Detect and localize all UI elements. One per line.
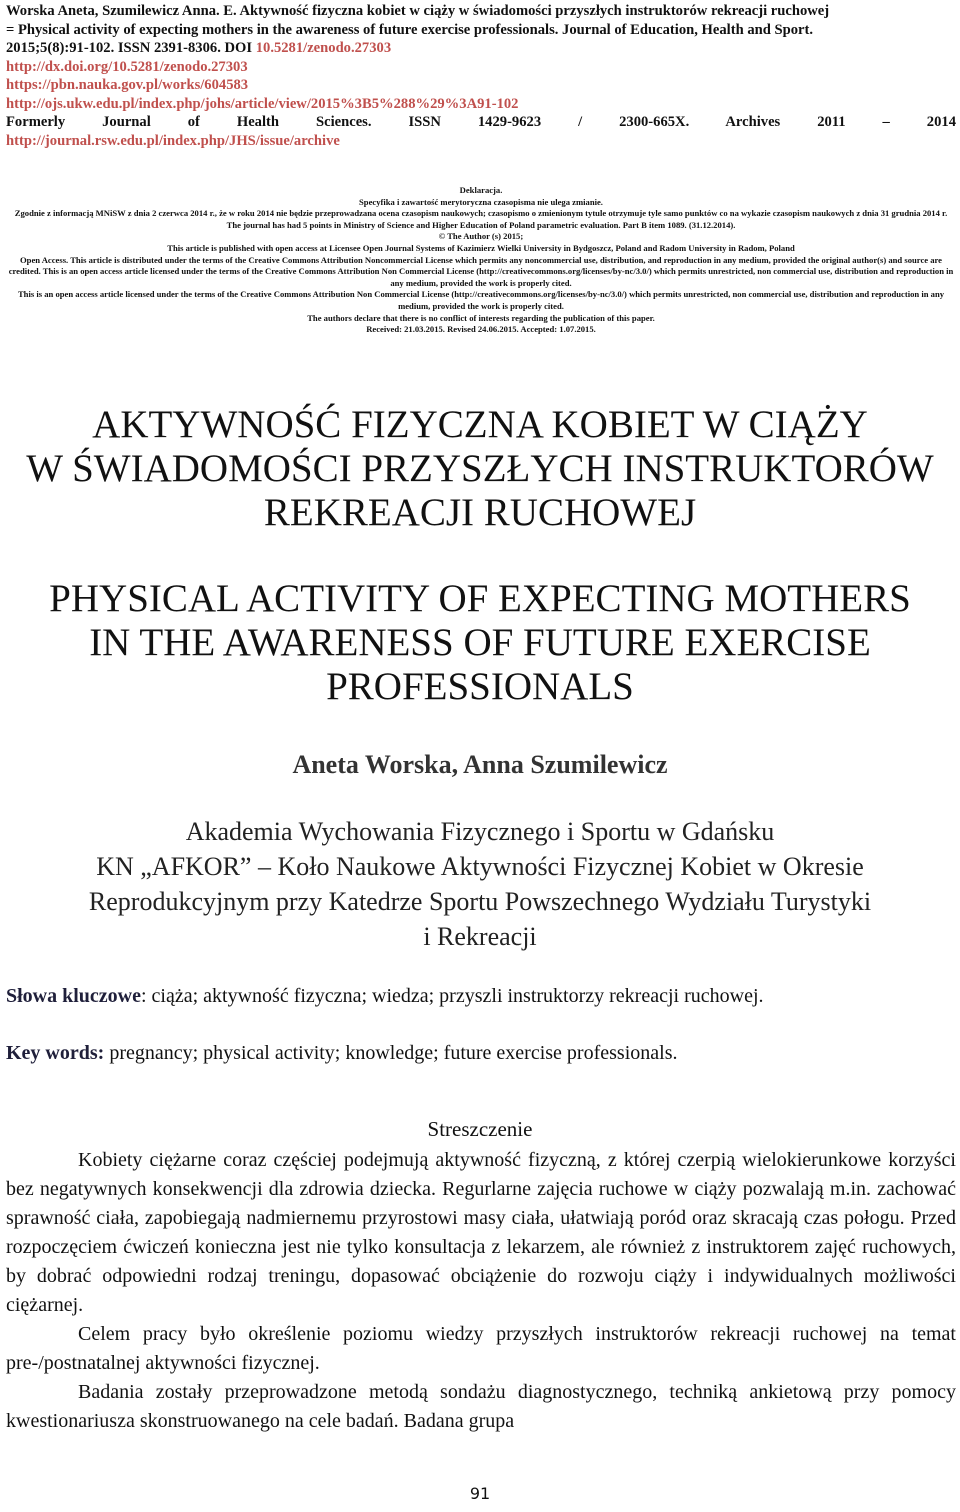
citation-line-3 <box>6 39 956 58</box>
declaration-line: Zgodnie z informacją MNiSW z dnia 2 czerwca 2014 r., że w roku 2014 nie będzie przeprowadzana ocena czasopism naukowych; czasopismo o zmienionym tytule otrzymuje tyle samo punktów co na wykazie czasopism naukowych z dnia 31 grudnia 2014 r. <box>14 208 948 219</box>
declaration-line: Specyfika i zawartość merytoryczna czasopisma nie ulega zmianie. <box>359 196 603 207</box>
affiliation-line: Reprodukcyjnym przy Katedrze Sportu Powszechnego Wydziału Turystyki <box>88 887 872 916</box>
keywords-text: : ciąża; aktywność fizyczna; wiedza; przyszli instruktorzy rekreacji ruchowej. <box>141 985 764 1007</box>
keywords-label: Key words: <box>6 1042 105 1064</box>
title-line: W ŚWIADOMOŚCI PRZYSZŁYCH INSTRUKTORÓW <box>26 447 934 490</box>
authors: Aneta Worska, Anna Szumilewicz <box>292 750 668 779</box>
affiliation-line: KN „AFKOR” – Koło Naukowe Aktywności Fizycznej Kobiet w Okresie <box>96 852 864 881</box>
abstract-paragraph: Badania zostały przeprowadzone metodą sondażu diagnostycznego, techniką ankietową przy pomocy kwestionariusza skonstruowanego na cele badań. Badana grupa <box>6 1381 956 1432</box>
abstract-paragraph: Kobiety ciężarne coraz częściej podejmują aktywność fizyczną, z której czerpią wielokierunkowe korzyści bez negatywnych konsekwencji dla zdrowia dziecka. Regurlarne zajęcia ruchowe w ciąży pozwalają m.in. zachować sprawność ciała, zapobiegają nadmiernemu przyrostowi masy ciała, ułatwiają poród oraz skracają czas połogu. Przed rozpoczęciem ćwiczeń konieczna jest nie tylko konsultacja z lekarzem, ale również z instruktorem zajęć ruchowych, by dobrać odpowiedni rodzaj treningu, dopasować obciążenie do rozwoju ciąży i indywidualnych możliwości ciężarnej. <box>6 1149 956 1316</box>
affiliation <box>20 814 940 954</box>
keywords-polish <box>6 982 956 1011</box>
license-line: This is an open access article licensed under the terms of the Creative Commons Attribution Non Commercial License (http://creativecommons.org/licenses/by-nc/3.0/) which permits unrestricted, non commercial use, distribution and reproduction in any medium, provided the work is properly cited. <box>17 289 945 311</box>
conflict-line: The authors declare that there is no conflict of interests regarding the publication of this paper. <box>307 312 655 323</box>
declaration-heading: Deklaracja. <box>459 185 503 195</box>
affiliation-line: i Rekreacji <box>423 922 537 951</box>
copyright-line: © The Author (s) 2015; <box>438 231 524 242</box>
license-line: This article is published with open access at Licensee Open Journal Systems of Kazimierz Wielki University in Bydgoszcz, Poland and Radom University in Radom, Poland <box>167 242 795 253</box>
dates-line: Received: 21.03.2015. Revised 24.06.2015. Accepted: 1.07.2015. <box>366 324 596 335</box>
citation-line-2: = Physical activity of expecting mothers in the awareness of future exercise professionals. Journal of Education, Health and Sport. <box>6 21 814 38</box>
title-line: AKTYWNOŚĆ FIZYCZNA KOBIET W CIĄŻY <box>92 403 868 446</box>
ojs-link[interactable]: http://ojs.ukw.edu.pl/index.php/johs/article/view/2015%3B5%288%29%3A91-102 <box>6 95 519 112</box>
citation-text: 2015;5(8):91-102. ISSN 2391-8306. DOI <box>6 40 256 56</box>
title-line: REKREACJI RUCHOWEJ <box>263 491 697 534</box>
title-polish <box>0 403 960 535</box>
doi-url-link[interactable]: http://dx.doi.org/10.5281/zenodo.27303 <box>6 58 248 75</box>
declaration-line: The journal has had 5 points in Ministry of Science and Higher Education of Poland parametric evaluation. Part B item 1089. (31.12.2014). <box>226 219 736 230</box>
title-english <box>0 577 960 709</box>
pbn-link[interactable]: https://pbn.nauka.gov.pl/works/604583 <box>6 77 249 93</box>
abstract-body <box>6 1146 956 1436</box>
license-line: Open Access. This article is distributed under the terms of the Creative Commons Attribution Noncommercial License which permits any noncommercial use, distribution, and reproduction in any medium, provided the original author(s) and source are credited. This is an open access article licensed under the terms of the Creative Commons Attribution Non Commercial License (http://creativecommons.org/licenses/by-nc/3.0/) which permits unrestricted, non commercial use, distribution and reproduction in any medium, provided the work is properly cited. <box>8 254 954 288</box>
abstract-heading: Streszczenie <box>427 1117 533 1141</box>
abstract-paragraph: Celem pracy było określenie poziomu wiedzy przyszłych instruktorów rekreacji ruchowej na temat pre-/postnatalnej aktywności fizycznej. <box>6 1323 956 1374</box>
citation-header <box>6 2 956 150</box>
doi-link[interactable]: 10.5281/zenodo.27303 <box>255 40 392 56</box>
title-line: PHYSICAL ACTIVITY OF EXPECTING MOTHERS <box>49 577 911 620</box>
keywords-text: pregnancy; physical activity; knowledge; future exercise professionals. <box>104 1042 678 1064</box>
affiliation-line: Akademia Wychowania Fizycznego i Sportu w Gdańsku <box>185 817 775 846</box>
formerly-line: Formerly Journal of Health Sciences. ISSN 1429-9623 / 2300-665X. Archives 2011 – 2014 <box>6 114 956 130</box>
title-line: PROFESSIONALS <box>326 665 634 708</box>
keywords-label: Słowa kluczowe <box>6 985 141 1007</box>
journal-declaration <box>6 185 956 336</box>
archive-link[interactable]: http://journal.rsw.edu.pl/index.php/JHS/issue/archive <box>6 132 340 149</box>
title-line: IN THE AWARENESS OF FUTURE EXERCISE <box>89 621 871 664</box>
page-number: 91 <box>469 1484 491 1503</box>
keywords-english <box>6 1039 956 1068</box>
citation-line-1: Worska Aneta, Szumilewicz Anna. E. Aktywność fizyczna kobiet w ciąży w świadomości przyszłych instruktorów rekreacji ruchowej <box>6 3 830 19</box>
